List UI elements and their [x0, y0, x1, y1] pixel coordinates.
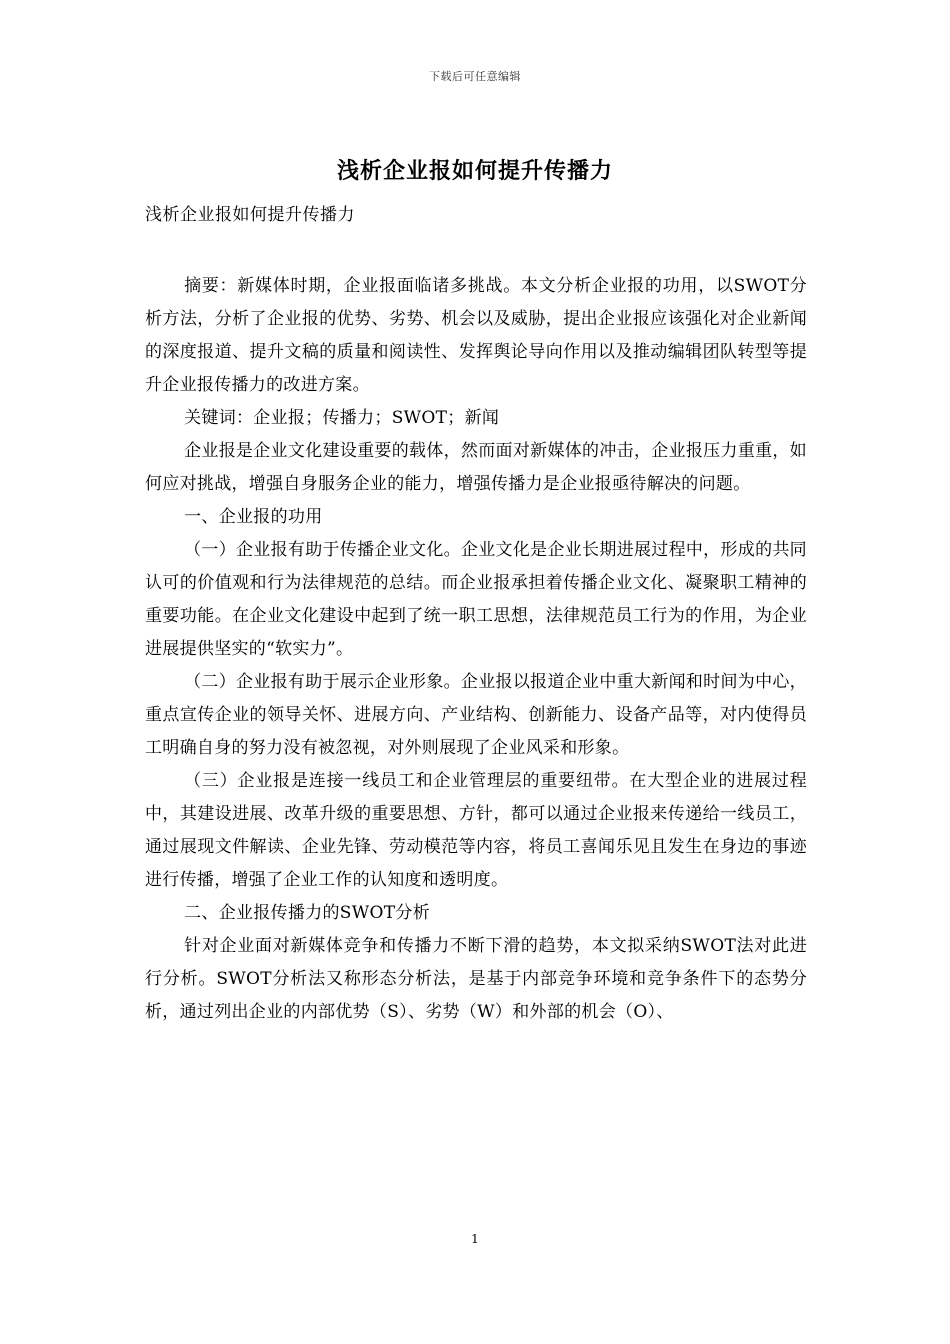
- page-header: 下载后可任意编辑: [429, 70, 521, 83]
- document-subtitle: 浅析企业报如何提升传播力: [145, 205, 355, 225]
- abstract-paragraph: 摘要：新媒体时期，企业报面临诸多挑战。本文分析企业报的功用，以SWOT分析方法，分析了企业报的优势、劣势、机会以及威胁，提出企业报应该强化对企业新闻的深度报道、提升文稿的质量和阅读性、发挥舆论导向作用以及推动编辑团队转型等提升企业报传播力的改进方案。: [145, 276, 807, 395]
- document-title: 浅析企业报如何提升传播力: [336, 158, 613, 184]
- section-heading-1: 一、企业报的功用: [184, 507, 323, 527]
- body-paragraph: 针对企业面对新媒体竞争和传播力不断下滑的趋势，本文拟采纳SWOT法对此进行分析。SWOT分析法又称形态分析法，是基于内部竞争环境和竞争条件下的态势分析，通过列出企业的内部优势（S）、劣势（W）和外部的机会（O）、: [145, 936, 807, 1022]
- body-paragraph: （二）企业报有助于展示企业形象。企业报以报道企业中重大新闻和时间为中心，重点宣传企业的领导关怀、进展方向、产业结构、创新能力、设备产品等，对内使得员工明确自身的努力没有被忽视，对外则展现了企业风采和形象。: [145, 672, 807, 758]
- section-heading-2: 二、企业报传播力的SWOT分析: [184, 903, 430, 923]
- body-paragraph: （三）企业报是连接一线员工和企业管理层的重要纽带。在大型企业的进展过程中，其建设进展、改革升级的重要思想、方针，都可以通过企业报来传递给一线员工，通过展现文件解读、企业先锋、劳动模范等内容，将员工喜闻乐见且发生在身边的事迹进行传播，增强了企业工作的认知度和透明度。: [145, 771, 807, 890]
- body-paragraph: （一）企业报有助于传播企业文化。企业文化是企业长期进展过程中，形成的共同认可的价值观和行为法律规范的总结。而企业报承担着传播企业文化、凝聚职工精神的重要功能。在企业文化建设中起到了统一职工思想，法律规范员工行为的作用，为企业进展提供坚实的“软实力”。: [145, 540, 807, 659]
- page-number: 1: [471, 1232, 479, 1246]
- keywords-paragraph: 关键词：企业报；传播力；SWOT；新闻: [184, 408, 500, 428]
- intro-paragraph: 企业报是企业文化建设重要的载体，然而面对新媒体的冲击，企业报压力重重，如何应对挑战，增强自身服务企业的能力，增强传播力是企业报亟待解决的问题。: [145, 441, 807, 494]
- document-body: [145, 270, 807, 1029]
